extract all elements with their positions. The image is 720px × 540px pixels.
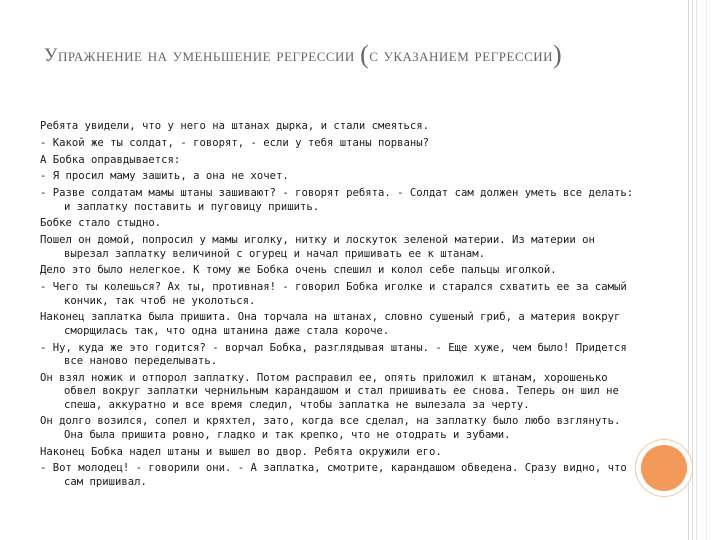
paragraph: Он взял ножик и отпорол заплатку. Потом расправил ее, опять приложил к штанам, хорошенько обвел вокруг заплатки чернильным карандашом и стал пришивать ее снова. Теперь он шил не спеша, аккуратно и все время следил, чтобы заплатка не вылезала за черту. <box>40 371 619 411</box>
title-part-1: Упражнение на уменьшение регрессии <box>44 45 361 66</box>
paragraph: - Чего ты колешься? Ах ты, противная! - говорил Бобка иголке и старался схватить ее за самый кончик, так чтоб не уколоться. <box>40 281 627 307</box>
paragraph: Наконец заплатка была пришита. Она торчала на штанах, словно сушеный гриб, а материя вокруг сморщилась так, что одна штанина даже стала короче. <box>40 311 621 337</box>
decorative-circle <box>641 445 687 491</box>
paragraph: А Бобка оправдывается: <box>40 153 181 166</box>
paragraph: Он долго возился, сопел и кряхтел, зато, когда все сделал, на заплатку было любо взглянуть. Она была пришита ровно, гладко и так крепко, что не отодрать и зубами. <box>40 415 621 441</box>
paragraph: - Какой же ты солдат, - говорят, - если у тебя штаны порваны? <box>40 136 430 149</box>
decorative-edge-line <box>696 0 697 540</box>
paragraph: Ребята увидели, что у него на штанах дырка, и стали смеяться. <box>40 120 430 132</box>
paragraph: Пошел он домой, попросил у мамы иголку, нитку и лоскуток зеленой материи. Из материи он вырезал заплатку величиной с огурец и начал пришивать ее к штанам. <box>40 234 595 260</box>
paragraph: - Разве солдатам мамы штаны зашивают? - говорят ребята. - Солдат сам должен уметь все делать: и заплатку поставить и пуговицу пришить. <box>40 187 634 213</box>
paragraph: Дело это было нелегкое. К тому же Бобка очень спешил и колол себе пальцы иголкой. <box>40 264 557 277</box>
slide-body <box>40 120 645 493</box>
decorative-edge-line <box>706 0 707 540</box>
paragraph: - Вот молодец! - говорили они. - А заплатка, смотрите, карандашом обведена. Сразу видно, что сам пришивал. <box>40 462 627 488</box>
paragraph: - Ну, куда же это годится? - ворчал Бобка, разглядывая штаны. - Еще хуже, чем было! Придется все наново переделывать. <box>40 341 627 367</box>
paragraph: Наконец Бобка надел штаны и вышел во двор. Ребята окружили его. <box>40 445 442 458</box>
title-part-2: с указанием регрессии <box>369 45 554 66</box>
paragraph: - Я просил маму зашить, а она не хочет. <box>40 170 289 183</box>
slide-title <box>44 38 664 73</box>
title-paren-close: ) <box>553 40 563 69</box>
title-paren-open: ( <box>360 40 370 69</box>
paragraph: Бобке стало стыдно. <box>40 217 162 230</box>
decorative-edge-line <box>688 0 689 540</box>
decorative-edge-line <box>692 0 693 540</box>
